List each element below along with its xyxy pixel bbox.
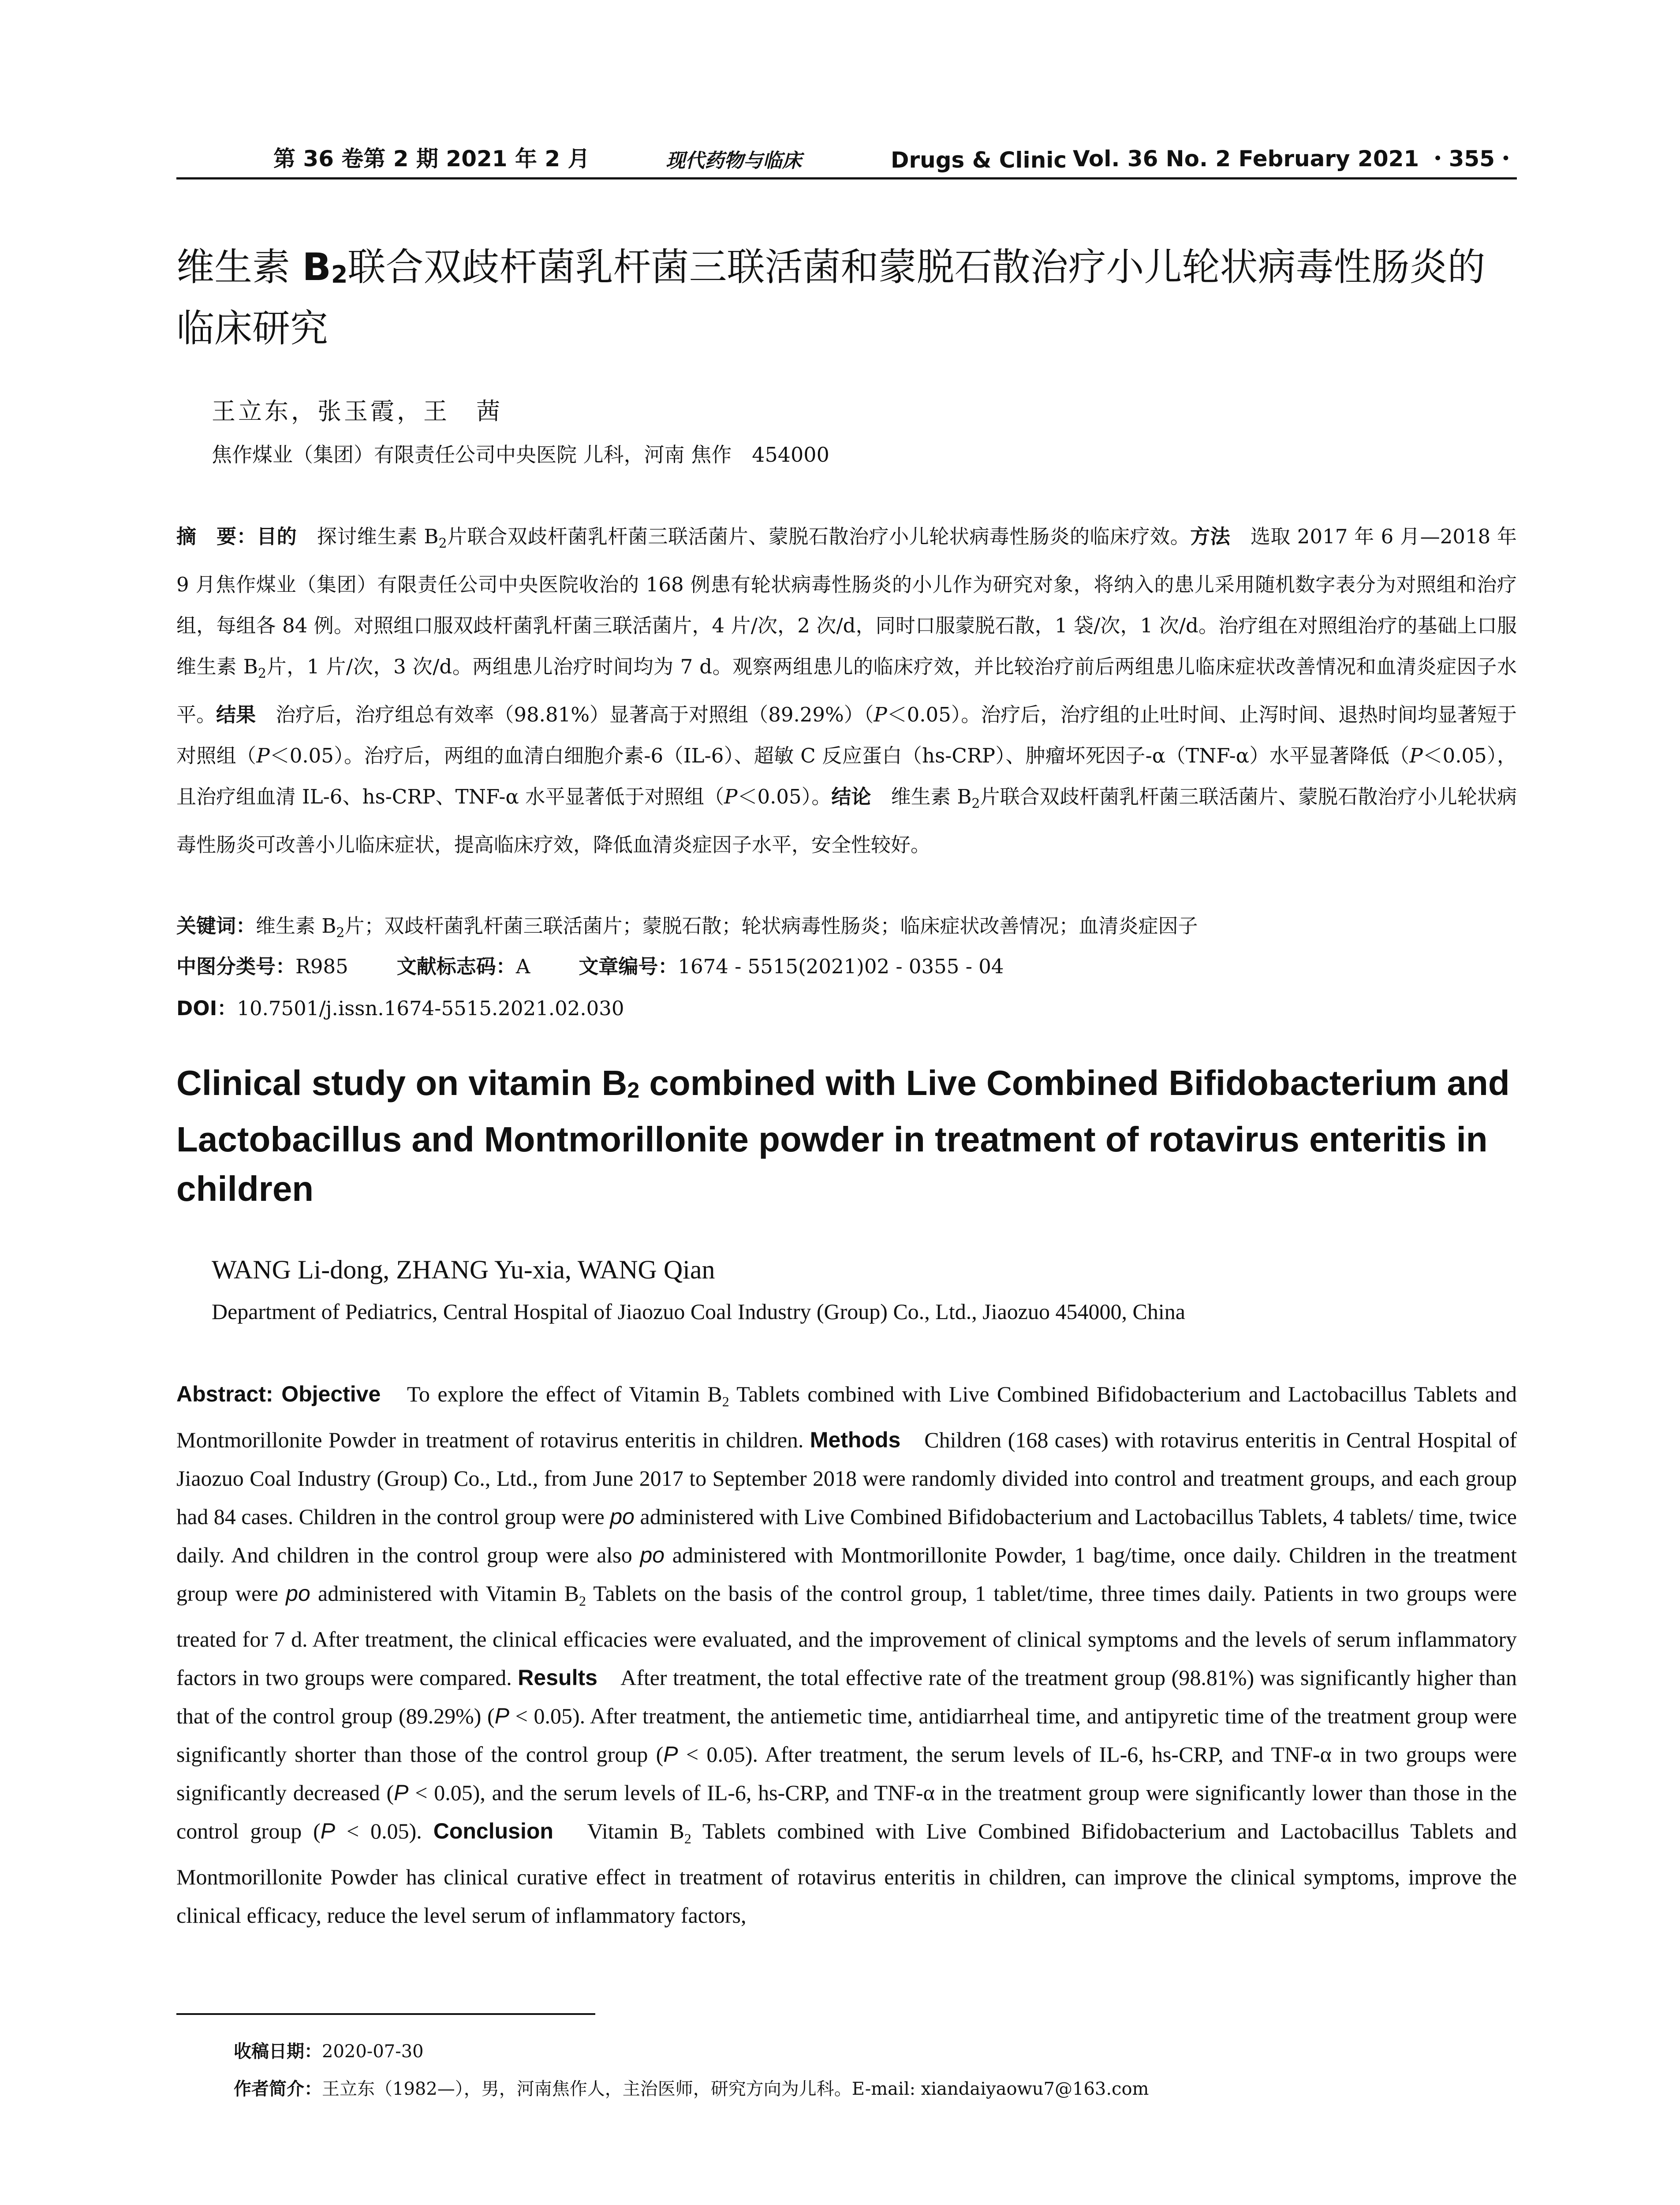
abstract-en-results-a: After treatment, the total effective rate of the treatment group (98.81%) was significantly higher than that of the control group (89.29%) ( (176, 1665, 1517, 1728)
affiliation-chinese: 焦作煤业（集团）有限责任公司中央医院 儿科，河南 焦作 454000 (212, 443, 829, 467)
abstract-en-p4: P (320, 1819, 336, 1843)
abstract-cn-objective-a: 探讨维生素 B (297, 525, 439, 548)
abstract-cn-p1: P (874, 703, 887, 726)
abstract-cn-methods-sub: 2 (258, 666, 266, 681)
abstract-en-p3: P (394, 1780, 409, 1805)
doi-value[interactable]: 10.7501/j.issn.1674-5515.2021.02.030 (237, 997, 624, 1020)
abstract-english (176, 1375, 1517, 1935)
abstract-cn-methods-b: 片，1 片/次，3 次/d。两组患儿治疗时间均为 7 d。观察两组患儿的临床疗效，并比较治疗前后两组患儿临床症状改善情况和血清炎症因子水平。 (176, 655, 1517, 726)
abstract-cn-methods-a: 选取 2017 年 6 月—2018 年 9 月焦作煤业（集团）有限责任公司中央医院收治的 168 例患有轮状病毒性肠炎的小儿作为研究对象，将纳入的患儿采用随机数字表分为对照组和治疗组，每组各 84 例。对照组口服双歧杆菌乳杆菌三联活菌片，4 片/次，2 次/d，同时口服蒙脱石散，1 袋/次，1 次/d。治疗组在对照组治疗的基础上口服维生素 B (176, 525, 1517, 678)
abstract-cn-objective-b: 片联合双歧杆菌乳杆菌三联活菌片、蒙脱石散治疗小儿轮状病毒性肠炎的临床疗效。 (447, 525, 1191, 548)
authors-english: WANG Li-dong, ZHANG Yu-xia, WANG Qian (212, 1255, 715, 1284)
title-en-part1: Clinical study on vitamin B (176, 1063, 627, 1102)
keywords-line (176, 910, 1198, 941)
title-english (176, 1058, 1517, 1214)
abstract-en-po1: po (610, 1504, 635, 1529)
abstract-cn-methods-label: 方法 (1190, 525, 1231, 548)
abstract-chinese (176, 516, 1517, 865)
title-cn-part2: 联合双歧杆菌乳杆菌三联活菌和蒙脱石散治疗小儿轮状病毒性肠炎的临床研究 (176, 245, 1486, 351)
abstract-cn-objective-sub: 2 (438, 536, 447, 551)
abstract-en-results-c: < 0.05). After treatment, the serum levels of IL-6, hs-CRP, and TNF-α in two groups were significantly decreased ( (176, 1742, 1517, 1805)
abstract-cn-conclusion-label: 结论 (831, 785, 871, 808)
doi-line (176, 992, 624, 1021)
abstract-en-objective-a: To explore the effect of Vitamin B (381, 1382, 722, 1406)
abstract-en-conclusion-b: Tablets combined with Live Combined Bifidobacterium and Lactobacillus Tablets and Montmorillonite Powder has clinical curative effect in treatment of rotavirus enteritis in children, can improve the clinical symptoms, improve the clinical efficacy, reduce the level serum of inflammatory factors, (176, 1819, 1517, 1928)
abstract-en-methods-b: administered with Live Combined Bifidobacterium and Lactobacillus Tablets, 4 tablets/ time, twice daily. And children in the control group were also (176, 1504, 1517, 1567)
abstract-cn-results-label: 结果 (216, 703, 256, 726)
keywords-text-a: 维生素 B (256, 914, 336, 938)
abstract-en-po3: po (286, 1581, 310, 1606)
clc-label: 中图分类号： (176, 955, 296, 978)
clc-value: R985 (295, 955, 348, 978)
abstract-cn-results-e: ＜0.05）。 (737, 785, 832, 808)
doc-code-value: A (515, 955, 530, 978)
abstract-cn-results-b: ＜0.05）。治疗后，治疗组的止吐时间、止泻时间、退热时间均显著短于对照组（ (176, 703, 1517, 767)
classification-line (176, 950, 1004, 979)
abstract-en-p1: P (494, 1704, 510, 1728)
running-head-issue: 第 36 卷第 2 期 2021 年 2 月 (273, 146, 590, 172)
abstract-en-conclusion-label: Conclusion (433, 1819, 553, 1843)
received-value: 2020-07-30 (322, 2041, 424, 2062)
footnote-received (234, 2037, 424, 2063)
doc-code-label: 文献标志码： (396, 955, 516, 978)
title-chinese (176, 240, 1517, 355)
abstract-cn-p3: P (1409, 744, 1423, 767)
abstract-en-methods-d: administered with Vitamin B (310, 1581, 579, 1606)
title-cn-part1: 维生素 (176, 245, 302, 289)
received-label: 收稿日期： (234, 2041, 322, 2062)
abstract-en-conclusion-a: Vitamin B (553, 1819, 684, 1843)
running-head-journal-cn: 现代药物与临床 (666, 149, 802, 172)
title-cn-b: B (302, 245, 331, 289)
abstract-cn-results-a: 治疗后，治疗组总有效率（98.81%）显著高于对照组（89.29%）（ (256, 703, 874, 726)
abstract-en-results-d: < 0.05), and the serum levels of IL-6, hs-CRP, and TNF-α in the treatment group were significantly lower than those in the control group ( (176, 1780, 1517, 1843)
author-bio-value: 王立东（1982—），男，河南焦作人，主治医师，研究方向为儿科。E-mail: xiandaiyaowu7@163.com (322, 2079, 1149, 2099)
abstract-en-label: Abstract: Objective (176, 1382, 381, 1406)
abstract-cn-results-d: ＜0.05），且治疗组血清 IL-6、hs-CRP、TNF-α 水平显著低于对照组（ (176, 744, 1517, 808)
abstract-en-methods-c: administered with Montmorillonite Powder, 1 bag/time, once daily. Children in the treatment group were (176, 1543, 1517, 1606)
footnote-author (234, 2075, 1149, 2100)
article-number-label: 文章编号： (579, 955, 678, 978)
abstract-en-conclusion-sub: 2 (684, 1831, 691, 1846)
running-head (176, 140, 1517, 176)
title-en-sub: 2 (627, 1078, 640, 1102)
keywords-sub: 2 (336, 925, 345, 941)
author-bio-label: 作者简介： (234, 2079, 322, 2099)
abstract-en-po2: po (640, 1543, 665, 1567)
abstract-en-results-e: < 0.05). (335, 1819, 433, 1843)
running-head-journal-en: Drugs & Clinic (891, 147, 1067, 173)
abstract-en-results-label: Results (518, 1665, 597, 1690)
abstract-en-methods-a: Children (168 cases) with rotavirus enteritis in Central Hospital of Jiaozuo Coal Industry (Group) Co., Ltd., from June 2017 to September 2018 were randomly divided into control and treatment groups, and each group had 84 cases. Children in the control group were (176, 1428, 1517, 1529)
abstract-cn-p4: P (724, 785, 738, 808)
abstract-cn-p2: P (256, 744, 270, 767)
abstract-cn-conclusion-b: 片联合双歧杆菌乳杆菌三联活菌片、蒙脱石散治疗小儿轮状病毒性肠炎可改善小儿临床症状，提高临床疗效，降低血清炎症因子水平，安全性较好。 (176, 785, 1517, 856)
running-head-volume: Vol. 36 No. 2 February 2021 ・355・ (1072, 146, 1517, 172)
affiliation-english: Department of Pediatrics, Central Hospital of Jiaozuo Coal Industry (Group) Co., Ltd., Jiaozuo 454000, China (212, 1299, 1185, 1324)
title-cn-sub: 2 (331, 261, 348, 288)
keywords-label: 关键词： (176, 914, 256, 938)
footnote-rule (176, 2013, 595, 2015)
abstract-en-p2: P (663, 1742, 678, 1767)
abstract-cn-conclusion-sub: 2 (971, 796, 980, 811)
abstract-en-methods-e: Tablets on the basis of the control group, 1 tablet/time, three times daily. Patients in two groups were treated for 7 d. After treatment, the clinical efficacies were evaluated, and the improvement of clinical symptoms and the levels of serum inflammatory factors in two groups were compared. (176, 1581, 1517, 1690)
abstract-en-objective-sub: 2 (722, 1394, 729, 1409)
abstract-en-methods-label: Methods (810, 1428, 901, 1452)
abstract-cn-label: 摘 要： (176, 525, 257, 548)
doi-label: DOI： (176, 997, 237, 1020)
abstract-cn-results-c: ＜0.05）。治疗后，两组的血清白细胞介素-6（IL-6）、超敏 C 反应蛋白（hs-CRP）、肿瘤坏死因子-α（TNF-α）水平显著降低（ (269, 744, 1410, 767)
abstract-cn-objective-label: 目的 (257, 525, 297, 548)
article-number-value: 1674 - 5515(2021)02 - 0355 - 04 (678, 955, 1004, 978)
abstract-cn-conclusion-a: 维生素 B (871, 785, 972, 808)
header-rule (176, 177, 1517, 179)
authors-chinese: 王立东，张玉霞，王 茜 (212, 397, 503, 425)
abstract-en-objective-b: Tablets combined with Live Combined Bifidobacterium and Lactobacillus Tablets and Montmorillonite Powder in treatment of rotavirus enteritis in children. (176, 1382, 1517, 1452)
abstract-en-methods-sub: 2 (579, 1593, 586, 1609)
keywords-text-b: 片；双歧杆菌乳杆菌三联活菌片；蒙脱石散；轮状病毒性肠炎；临床症状改善情况；血清炎症因子 (344, 914, 1198, 938)
title-en-part2: combined with Live Combined Bifidobacterium and Lactobacillus and Montmorillonite powder in treatment of rotavirus enteritis in children (176, 1063, 1510, 1208)
abstract-en-results-b: < 0.05). After treatment, the antiemetic time, antidiarrheal time, and antipyretic time of the treatment group were significantly shorter than those of the control group ( (176, 1704, 1517, 1767)
